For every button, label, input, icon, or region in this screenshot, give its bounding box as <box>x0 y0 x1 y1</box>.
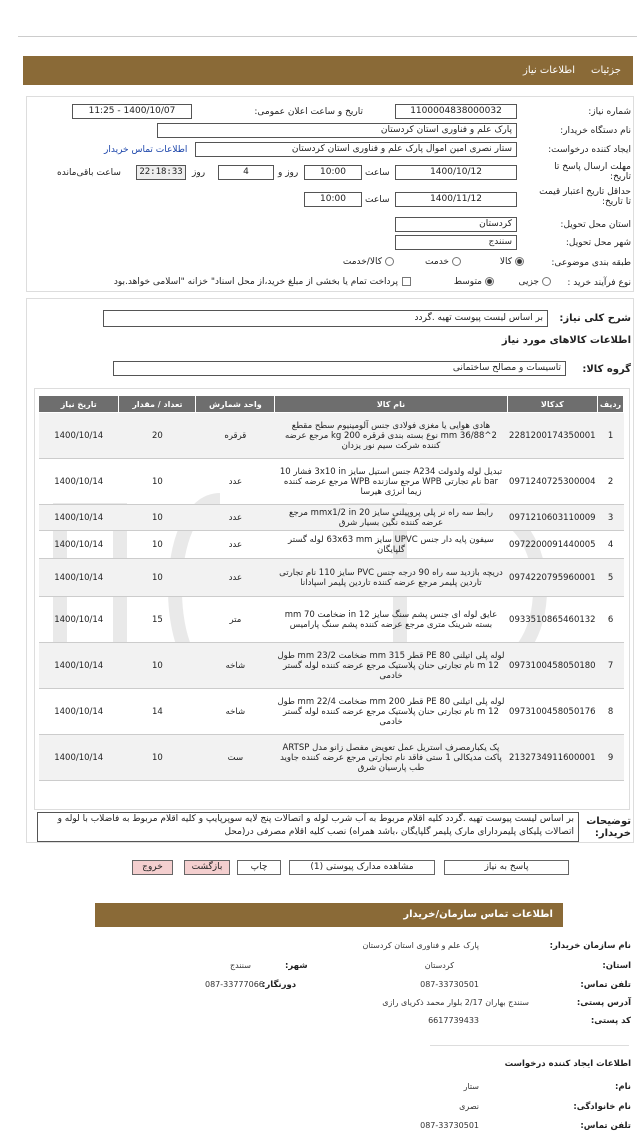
items-title: اطلاعات کالاهای مورد نیاز <box>501 335 631 346</box>
contact-phone: 087-33730501 <box>420 980 479 989</box>
header-nav-bar <box>23 56 633 85</box>
contact-phone-label: تلفن تماس: <box>580 980 631 990</box>
creator-family: نصری <box>459 1102 479 1111</box>
item-date: 1400/10/14 <box>39 531 119 559</box>
validity-label: حداقل تاریخ اعتبار قیمت تا تاریخ: <box>539 187 631 207</box>
table-row <box>39 459 624 505</box>
reply-button[interactable]: پاسخ به نیاز <box>444 860 569 875</box>
item-code: 0971240725300004 <box>507 459 598 505</box>
requester-field: ستار نصری امین اموال پارک علم و فناوری استان کردستان <box>195 142 517 157</box>
item-date: 1400/10/14 <box>39 413 119 459</box>
item-qty: 15 <box>119 597 196 643</box>
announce-field: 1400/10/07 - 11:25 <box>72 104 192 119</box>
province-field: کردستان <box>395 217 517 232</box>
creator-name: ستار <box>463 1082 479 1091</box>
creator-phone: 087-33730501 <box>420 1121 479 1130</box>
validity-time-field: 10:00 <box>304 192 362 207</box>
item-unit: قرقره <box>196 413 275 459</box>
deadline-time-field: 10:00 <box>304 165 362 180</box>
col-row: ردیف <box>598 396 624 413</box>
buyer-org-label: نام دستگاه خریدار: <box>560 126 631 136</box>
requester-label: ایجاد کننده درخواست: <box>548 145 631 155</box>
item-qty: 10 <box>119 459 196 505</box>
proc-medium-radio[interactable] <box>485 277 494 286</box>
item-name: پک یکبارمصرف استریل عمل تعویض مفصل زانو مدل ARTSP پاکت مدیکالی 1 ستی فاقد نام تجارتی مرجع عرضه کننده جاوید طب پارسیان شرق <box>275 735 507 781</box>
summary-label: شرح کلی نیاز: <box>559 313 631 324</box>
item-date: 1400/10/14 <box>39 459 119 505</box>
proc-partial-option[interactable] <box>518 277 551 287</box>
row-number: 8 <box>598 689 624 735</box>
items-table <box>38 395 624 781</box>
process-label: نوع فرآیند خرید : <box>567 278 631 288</box>
item-unit: عدد <box>196 531 275 559</box>
creator-phone-label: تلفن تماس: <box>580 1121 631 1131</box>
category-label: طبقه بندی موضوعی: <box>551 258 631 268</box>
proc-medium-option[interactable] <box>454 277 494 287</box>
need-number-label: شماره نیاز: <box>588 107 631 117</box>
cat-both-text: کالا/خدمت <box>342 257 382 267</box>
city-field: سنندج <box>395 235 517 250</box>
row-number: 6 <box>598 597 624 643</box>
contact-org-label: نام سازمان خریدار: <box>549 941 631 951</box>
item-date: 1400/10/14 <box>39 689 119 735</box>
cat-service-text: خدمت <box>425 257 449 267</box>
day-word: روز <box>192 168 206 178</box>
contact-fax: 087-33777066 <box>205 980 264 989</box>
group-label: گروه کالا: <box>582 364 631 375</box>
row-number: 2 <box>598 459 624 505</box>
cat-goods-option[interactable] <box>500 257 524 267</box>
item-code: 0974220795960001 <box>507 559 598 597</box>
contact-org: پارک علم و فناوری استان کردستان <box>362 941 479 950</box>
summary-field: بر اساس لیست پیوست تهیه .گردد <box>103 310 548 327</box>
contact-divider <box>430 1045 629 1046</box>
deadline-date-field: 1400/10/12 <box>395 165 517 180</box>
item-name: رابط سه راه نر پلی پروپیلنی سایز 20 mmx1/2 in مرجع عرضه کننده نگین بسیار شرق <box>275 505 507 531</box>
contact-city-label: شهر: <box>285 961 308 971</box>
attachments-button[interactable]: مشاهده مدارک پیوستی (1) <box>289 860 435 875</box>
item-qty: 14 <box>119 689 196 735</box>
group-field: تاسیسات و مصالح ساختمانی <box>113 361 566 376</box>
table-row <box>39 735 624 781</box>
table-row <box>39 505 624 531</box>
creator-name-label: نام: <box>614 1082 631 1092</box>
row-number: 7 <box>598 643 624 689</box>
cat-service-option[interactable] <box>425 257 461 267</box>
col-unit: واحد شمارش <box>196 396 275 413</box>
cat-service-radio[interactable] <box>452 257 461 266</box>
item-qty: 10 <box>119 505 196 531</box>
announce-label: تاریخ و ساعت اعلان عمومی: <box>254 107 363 117</box>
row-number: 4 <box>598 531 624 559</box>
row-number: 3 <box>598 505 624 531</box>
payment-checkbox[interactable] <box>402 277 411 286</box>
days-field: 4 <box>218 165 274 180</box>
item-code: 2281200174350001 <box>507 413 598 459</box>
item-unit: شاخه <box>196 643 275 689</box>
item-code: 0933510865460132 <box>507 597 598 643</box>
table-row <box>39 689 624 735</box>
exit-button[interactable]: خروج <box>132 860 173 875</box>
contact-province-label: استان: <box>602 961 631 971</box>
day-label: روز و <box>278 168 299 178</box>
tab-details[interactable]: جزئیات <box>591 65 621 76</box>
item-name: لوله پلی اتیلنی PE 80 قطر 315 mm ضخامت 23/2 mm طول 12 m نام تجارتی حنان پلاستیک مرجع عرضه کننده لوله گستر خادمی <box>275 643 507 689</box>
back-button[interactable]: بازگشت <box>184 860 230 875</box>
contact-city: سنندج <box>230 961 251 970</box>
contact-title-bar: اطلاعات تماس سازمان/خریدار <box>95 903 563 927</box>
table-row <box>39 643 624 689</box>
creator-title: اطلاعات ایجاد کننده درخواست <box>504 1059 631 1069</box>
row-number: 1 <box>598 413 624 459</box>
item-unit: عدد <box>196 505 275 531</box>
col-date: تاریخ نیاز <box>39 396 119 413</box>
item-name: سیفون پایه دار جنس UPVC سایز 63x63 mm لوله گستر گلپایگان <box>275 531 507 559</box>
item-qty: 10 <box>119 531 196 559</box>
item-code: 0973100458050176 <box>507 689 598 735</box>
cat-goods-radio[interactable] <box>515 257 524 266</box>
buyer-org-field: پارک علم و فناوری استان کردستان <box>157 123 517 138</box>
table-row <box>39 413 624 459</box>
item-qty: 10 <box>119 735 196 781</box>
item-date: 1400/10/14 <box>39 559 119 597</box>
item-date: 1400/10/14 <box>39 505 119 531</box>
cat-both-option[interactable] <box>343 257 394 267</box>
item-unit: ست <box>196 735 275 781</box>
item-unit: شاخه <box>196 689 275 735</box>
deadline-label: مهلت ارسال پاسخ تا تاریخ: <box>554 162 631 182</box>
item-unit: متر <box>196 597 275 643</box>
remaining-label: ساعت باقی‌مانده <box>57 168 121 178</box>
col-name: نام کالا <box>275 396 507 413</box>
row-number: 9 <box>598 735 624 781</box>
item-name: تبدیل لوله ولدولت A234 جنس استیل سایز 3x10 in فشار 10 bar نام تجارتی WPB مرجع سازنده WPB مرجع عرضه کننده زیما انرژی هیرسا <box>275 459 507 505</box>
buyer-notes-field: بر اساس لیست پیوست تهیه .گردد کلیه اقلام مربوط به آب شرب لوله و اتصالات پنج لایه سوپرپایپ و کلیه اقلام مربوط به فاضلاب با لوله و اتصالات پلیکای پلیمردارای مارک پلیمر گلپایگان ،باشد همراه) نصب کلیه اقلام مصرفی در(محل <box>37 812 579 842</box>
row-number: 5 <box>598 559 624 597</box>
contact-address-label: آدرس پستی: <box>576 998 631 1008</box>
table-row <box>39 597 624 643</box>
top-divider <box>18 36 637 37</box>
creator-family-label: نام خانوادگی: <box>573 1102 631 1112</box>
proc-partial-radio[interactable] <box>542 277 551 286</box>
tab-need-info[interactable]: اطلاعات نیاز <box>523 65 576 76</box>
item-date: 1400/10/14 <box>39 597 119 643</box>
payment-text: پرداخت تمام یا بخشی از مبلغ خرید،از محل اسناد" خزانه "اسلامی خواهد.بود <box>113 277 398 287</box>
province-label: استان محل تحویل: <box>560 220 631 230</box>
item-name: عایق لوله ای جنس پشم سنگ سایز 12 in ضخامت 70 mm بسته شرینک متری مرجع عرضه کننده پشم سنگ پارامیس <box>275 597 507 643</box>
validity-time-label: ساعت <box>365 195 390 205</box>
contact-fax-label: دورنگار: <box>262 980 297 990</box>
item-date: 1400/10/14 <box>39 735 119 781</box>
buyer-notes-label: توضیحات خریدار: <box>586 816 631 839</box>
proc-partial-text: جزیی <box>518 277 539 287</box>
city-label: شهر محل تحویل: <box>565 238 631 248</box>
need-number-field: 1100004838000032 <box>395 104 517 119</box>
proc-medium-text: متوسط <box>453 277 482 287</box>
item-code: 0971210603110009 <box>507 505 598 531</box>
col-qty: تعداد / مقدار <box>119 396 196 413</box>
col-code: کدکالا <box>507 396 598 413</box>
item-qty: 20 <box>119 413 196 459</box>
item-code: 0973100458050180 <box>507 643 598 689</box>
table-row <box>39 559 624 597</box>
payment-option[interactable] <box>114 277 411 287</box>
contact-province: کردستان <box>424 961 454 970</box>
item-date: 1400/10/14 <box>39 643 119 689</box>
deadline-time-label: ساعت <box>365 168 390 178</box>
items-table-header <box>39 396 624 413</box>
item-qty: 10 <box>119 643 196 689</box>
validity-date-field: 1400/11/12 <box>395 192 517 207</box>
item-code: 0972200091440005 <box>507 531 598 559</box>
remaining-time-field: 22:18:33 <box>136 165 186 180</box>
cat-both-radio[interactable] <box>385 257 394 266</box>
buyer-contact-link[interactable]: اطلاعات تماس خریدار <box>104 145 188 155</box>
table-row <box>39 531 624 559</box>
item-name: لوله پلی اتیلنی PE 80 قطر 200 mm ضخامت 22/4 mm طول 12 m نام تجارتی حنان پلاستیک مرجع عرضه کننده لوله گستر خادمی <box>275 689 507 735</box>
item-unit: عدد <box>196 459 275 505</box>
print-button[interactable]: چاپ <box>237 860 281 875</box>
contact-address: سنندج بهاران 2/17 بلوار محمد ذکریای رازی <box>382 998 529 1007</box>
item-qty: 10 <box>119 559 196 597</box>
item-name: هادی هوایی یا مغزی فولادی جنس آلومینیوم سطح مقطع 2^36/88 mm نوع بسته بندی قرقره 200 kg مرجع عرضه کننده شرکت سیم نور یزدان <box>275 413 507 459</box>
contact-postal: 6617739433 <box>428 1016 479 1025</box>
cat-goods-text: کالا <box>499 257 512 267</box>
contact-postal-label: کد پستی: <box>590 1016 631 1026</box>
item-unit: عدد <box>196 559 275 597</box>
item-code: 2132734911600001 <box>507 735 598 781</box>
item-name: دریچه بازدید سه راه 90 درجه جنس PVC سایز 110 نام تجارتی تاردین پلیمر مرجع عرضه کننده تاردین پلیمر اسپادانا <box>275 559 507 597</box>
